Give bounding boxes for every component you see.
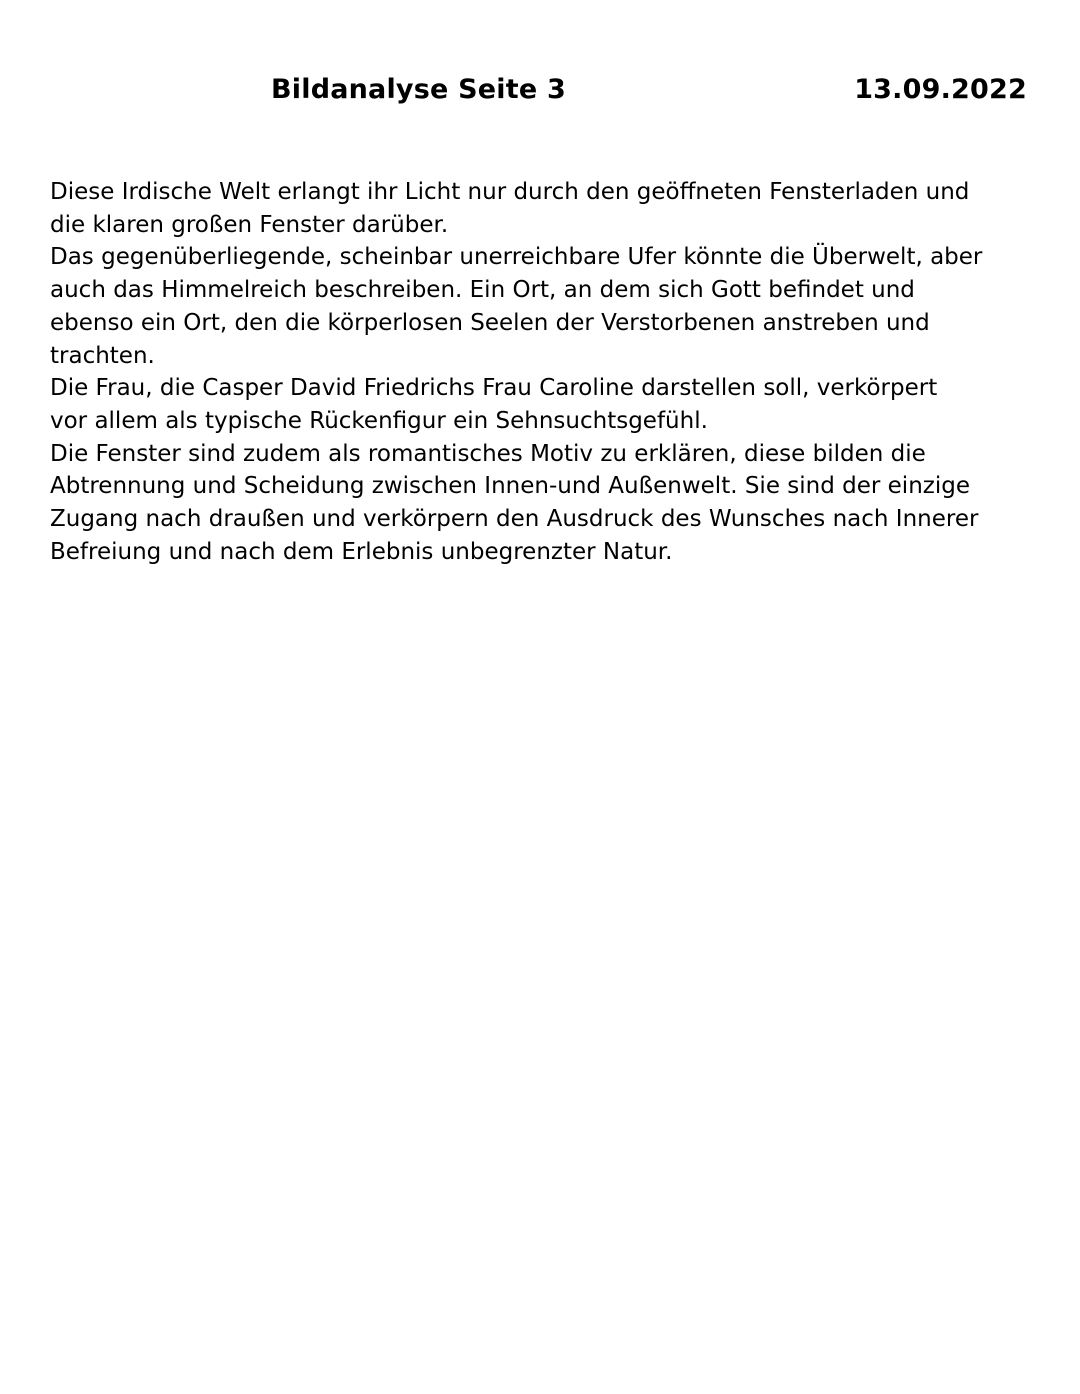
text-line: Abtrennung und Scheidung zwischen Innen-und Außenwelt. Sie sind der einzige (50, 473, 970, 500)
text-line: Die Fenster sind zudem als romantisches Motiv zu erklären, diese bilden die (50, 440, 926, 467)
body-text (50, 176, 1030, 568)
text-line: die klaren großen Fenster darüber. (50, 211, 449, 238)
text-line: trachten. (50, 342, 155, 369)
text-line: Befreiung und nach dem Erlebnis unbegrenzter Natur. (50, 538, 673, 565)
text-line: Die Frau, die Casper David Friedrichs Frau Caroline darstellen soll, verkörpert (50, 375, 938, 402)
text-line: vor allem als typische Rückenfigur ein Sehnsuchtsgefühl. (50, 407, 708, 434)
document-date: 13.09.2022 (854, 74, 1027, 105)
text-line: auch das Himmelreich beschreiben. Ein Ort, an dem sich Gott befindet und (50, 277, 915, 304)
text-line: Das gegenüberliegende, scheinbar unerreichbare Ufer könnte die Überwelt, aber (50, 244, 983, 271)
text-line: Zugang nach draußen und verkörpern den Ausdruck des Wunsches nach Innerer (50, 506, 979, 533)
text-line: ebenso ein Ort, den die körperlosen Seelen der Verstorbenen anstreben und (50, 309, 930, 336)
text-line: Diese Irdische Welt erlangt ihr Licht nur durch den geöffneten Fensterladen und (50, 179, 970, 205)
page-title: Bildanalyse Seite 3 (271, 74, 566, 105)
